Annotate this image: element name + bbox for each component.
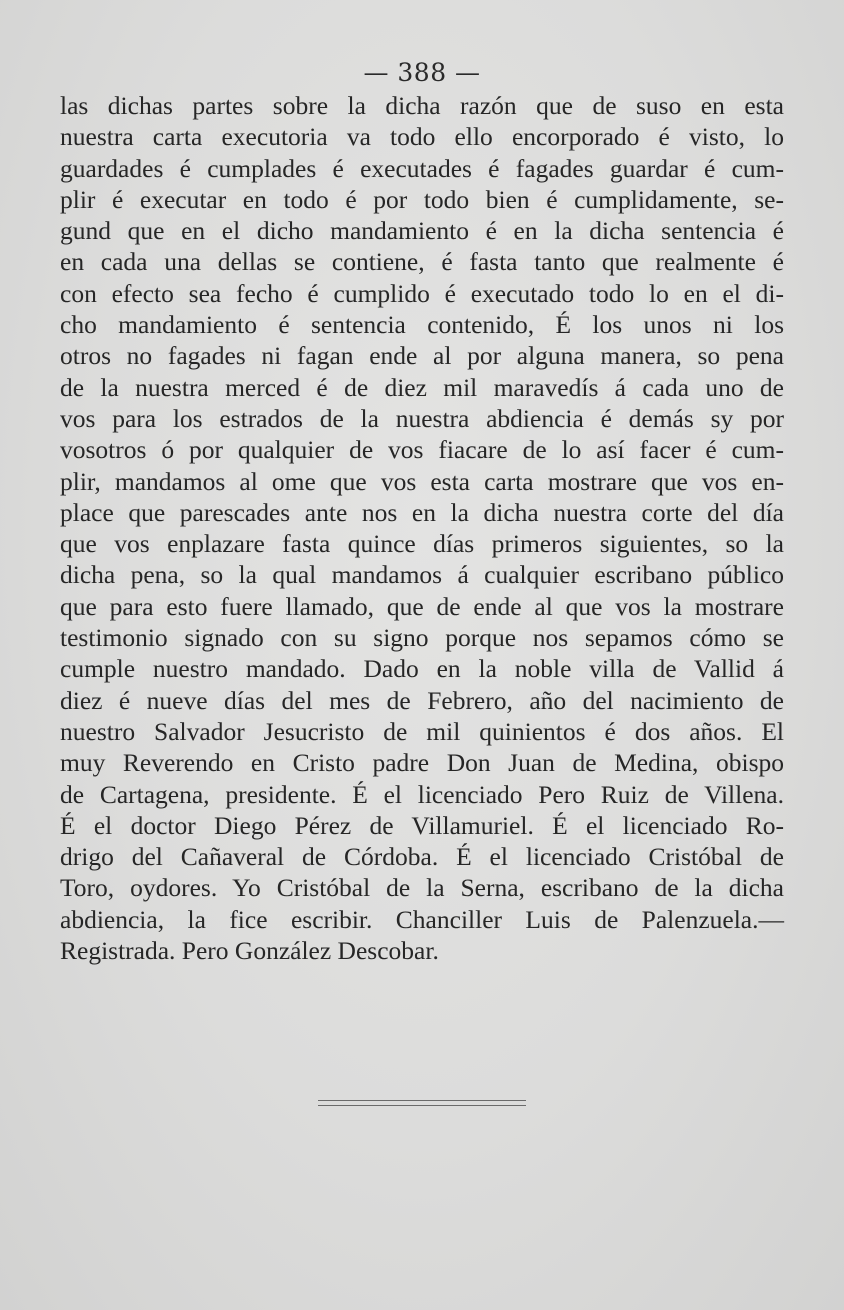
text-line: vos para los estrados de la nuestra abdiencia é demás sy por	[60, 403, 784, 433]
page-number: — 388 —	[363, 58, 481, 87]
text-line: en cada una dellas se contiene, é fasta tanto que realmente é	[60, 247, 784, 277]
text-line: place que parescades ante nos en la dicha nuestra corte del día	[60, 497, 784, 527]
text-line-last: Registrada. Pero González Descobar.	[60, 936, 439, 966]
text-line: drigo del Cañaveral de Córdoba. É el licenciado Cristóbal de	[60, 842, 784, 872]
text-line: de Cartagena, presidente. É el licenciado Pero Ruiz de Villena.	[60, 779, 784, 809]
text-line: que para esto fuere llamado, que de ende al que vos la mostrare	[60, 591, 784, 621]
text-line: con efecto sea fecho é cumplido é executado todo lo en el di-	[60, 278, 784, 308]
text-line: É el doctor Diego Pérez de Villamuriel. É el licenciado Ro-	[60, 810, 784, 840]
text-line: abdiencia, la fice escribir. Chanciller Luis de Palenzuela.—	[60, 904, 784, 934]
text-line: Toro, oydores. Yo Cristóbal de la Serna, escribano de la dicha	[60, 873, 784, 903]
text-line: nuestra carta executoria va todo ello encorporado é visto, lo	[60, 122, 784, 152]
text-line: vosotros ó por qualquier de vos fiacare de lo así facer é cum-	[60, 435, 784, 465]
body-text	[60, 90, 784, 966]
text-line: diez é nueve días del mes de Febrero, año del nacimiento de	[60, 685, 784, 715]
text-line: de la nuestra merced é de diez mil maravedís á cada uno de	[60, 372, 784, 402]
end-rule-bottom	[318, 1105, 526, 1106]
text-line: muy Reverendo en Cristo padre Don Juan de Medina, obispo	[60, 748, 784, 778]
text-line: testimonio signado con su signo porque nos sepamos cómo se	[60, 623, 784, 653]
text-line: otros no fagades ni fagan ende al por alguna manera, so pena	[60, 341, 784, 371]
text-line: dicha pena, so la qual mandamos á cualquier escribano público	[60, 560, 784, 590]
end-rule-top	[318, 1100, 526, 1101]
text-line: gund que en el dicho mandamiento é en la dicha sentencia é	[60, 216, 784, 246]
text-line: cho mandamiento é sentencia contenido, É los unos ni los	[60, 310, 784, 340]
text-line: plir é executar en todo é por todo bien é cumplidamente, se-	[60, 184, 784, 214]
text-line: las dichas partes sobre la dicha razón que de suso en esta	[60, 91, 784, 120]
text-line: que vos enplazare fasta quince días primeros siguientes, so la	[60, 529, 784, 559]
text-line: cumple nuestro mandado. Dado en la noble villa de Vallid á	[60, 654, 784, 684]
text-line: plir, mandamos al ome que vos esta carta mostrare que vos en-	[60, 466, 784, 496]
text-line: nuestro Salvador Jesucristo de mil quinientos é dos años. El	[60, 716, 784, 746]
text-line: guardades é cumplades é executades é fagades guardar é cum-	[60, 153, 784, 183]
